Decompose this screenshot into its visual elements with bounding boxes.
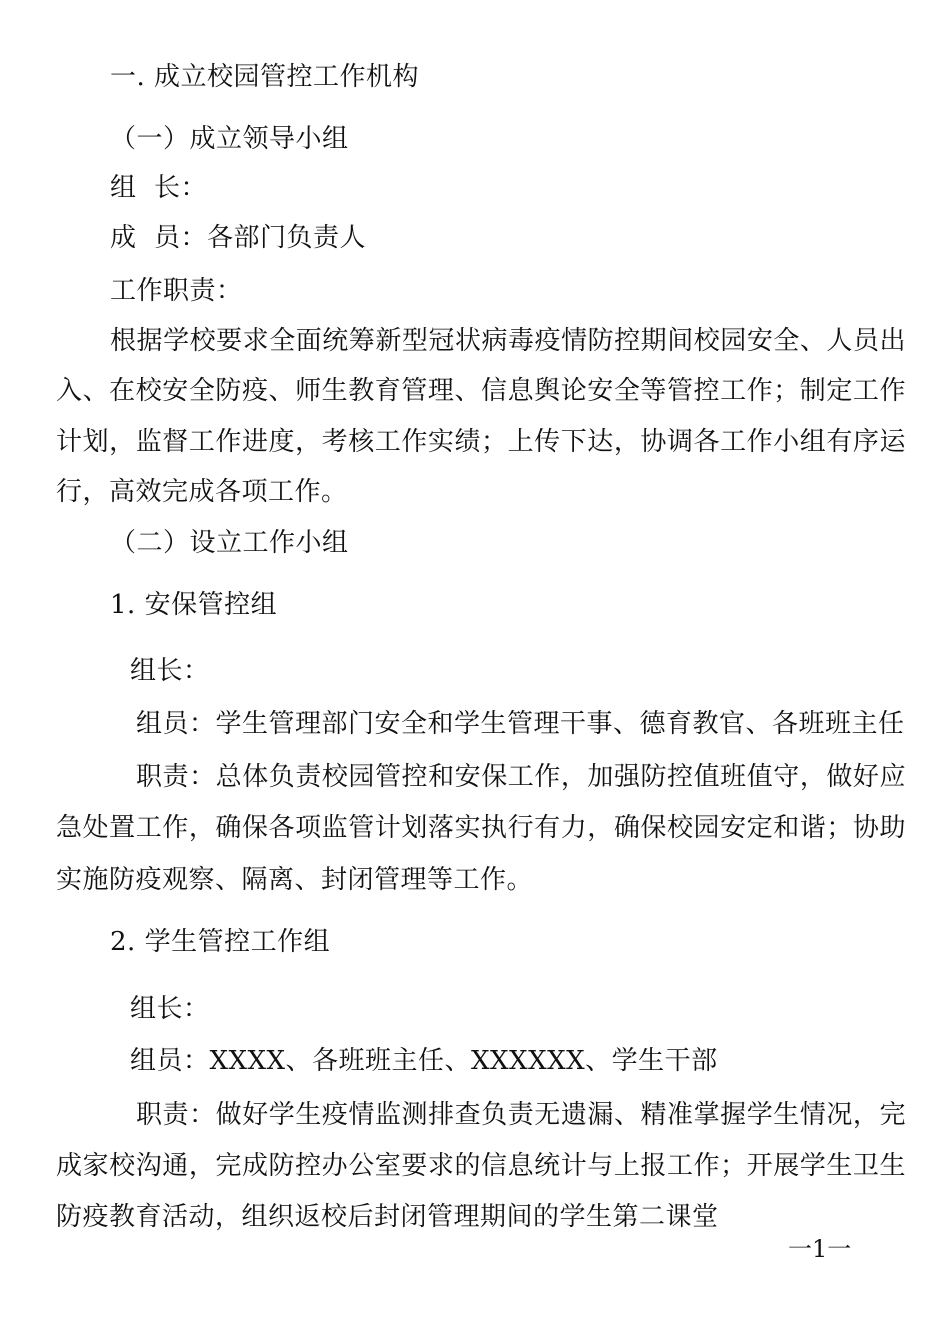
paragraph-line: 行，高效完成各项工作。: [56, 477, 348, 507]
leader-line: 组长：: [130, 994, 210, 1024]
page-number: 一1一: [788, 1235, 852, 1263]
member-line: 组员：学生管理部门安全和学生管理干事、德育教官、各班班主任: [136, 709, 905, 739]
group-heading: 2. 学生管控工作组: [110, 927, 331, 957]
paragraph-line: 实施防疫观察、隔离、封闭管理等工作。: [56, 865, 534, 895]
member-line: 成 员：各部门负责人: [110, 223, 367, 253]
paragraph-line: 职责：总体负责校园管控和安保工作，加强防控值班值守，做好应: [136, 762, 906, 792]
paragraph-line: 急处置工作，确保各项监管计划落实执行有力，确保校园安定和谐；协助: [56, 813, 906, 843]
paragraph-line: 职责：做好学生疫情监测排查负责无遗漏、精准掌握学生情况，完: [136, 1100, 906, 1130]
paragraph-line: 计划，监督工作进度，考核工作实绩；上传下达，协调各工作小组有序运: [56, 427, 906, 457]
duty-heading: 工作职责：: [110, 276, 243, 306]
leader-line: 组长：: [130, 656, 210, 686]
leader-line: 组 长：: [110, 173, 208, 203]
subsection-heading: （二）设立工作小组: [110, 528, 349, 558]
paragraph-line: 根据学校要求全面统筹新型冠状病毒疫情防控期间校园安全、人员出: [110, 326, 906, 356]
paragraph-line: 入、在校安全防疫、师生教育管理、信息舆论安全等管控工作；制定工作: [56, 376, 906, 406]
group-heading: 1. 安保管控组: [110, 590, 278, 620]
paragraph-line: 防疫教育活动，组织返校后封闭管理期间的学生第二课堂: [56, 1202, 719, 1232]
section-heading: 一. 成立校园管控工作机构: [110, 62, 420, 92]
subsection-heading: （一）成立领导小组: [110, 124, 349, 154]
member-line: 组员：XXXX、各班班主任、XXXXXX、学生干部: [130, 1046, 718, 1076]
paragraph-line: 成家校沟通，完成防控办公室要求的信息统计与上报工作；开展学生卫生: [56, 1151, 906, 1181]
